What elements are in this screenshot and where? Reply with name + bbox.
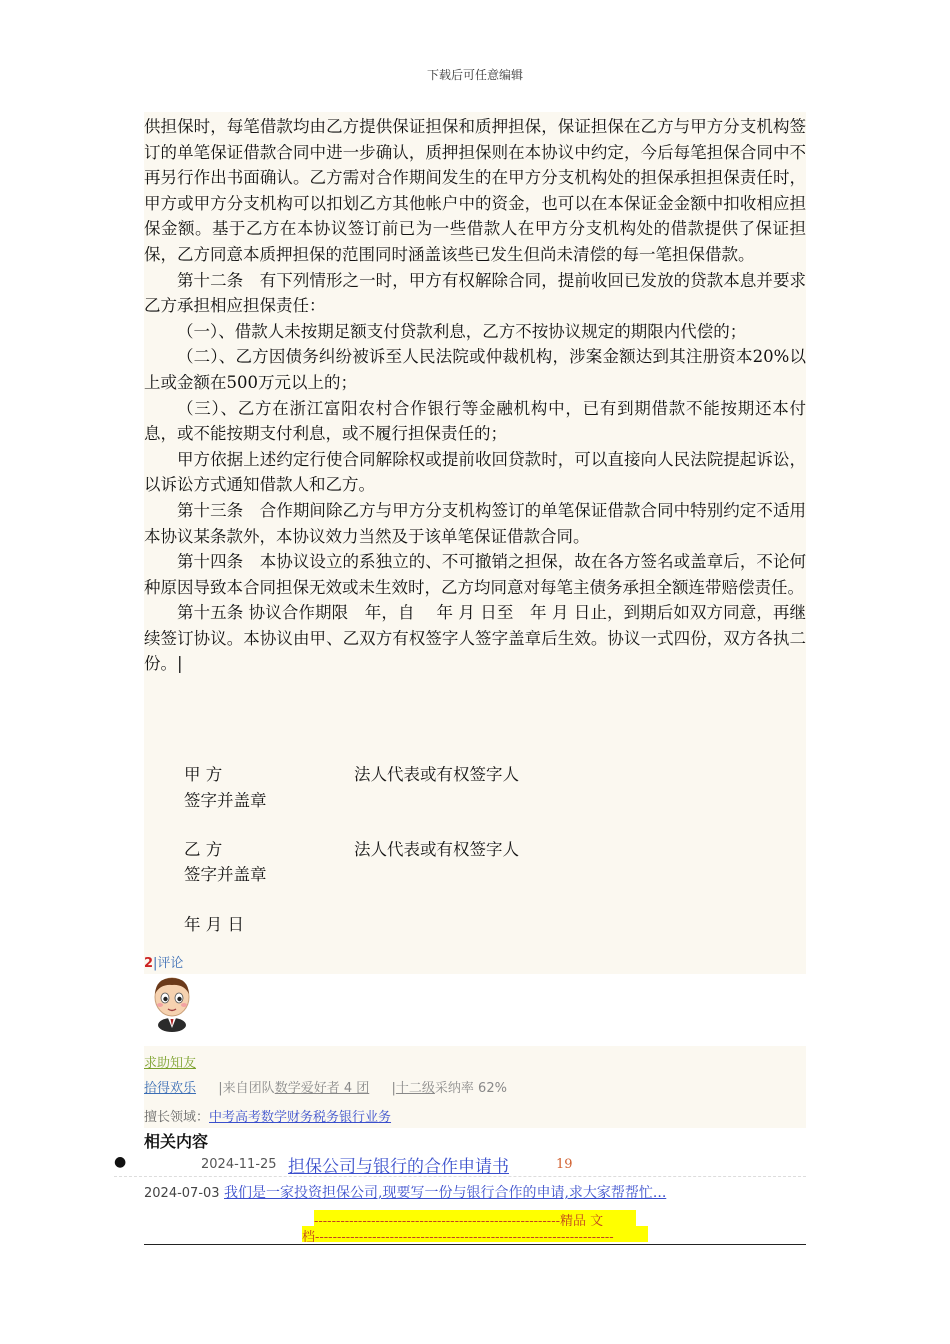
party-b-representative: 法人代表或有权签字人: [354, 840, 519, 859]
expertise-link[interactable]: 中考高考数学财务税务银行业务: [209, 1110, 392, 1125]
comment-link[interactable]: [144, 952, 183, 971]
party-a-label: 甲 方: [184, 765, 223, 784]
related-link[interactable]: 我们是一家投资担保公司,现要写一份与银行合作的申请,求大家帮帮忙...: [224, 1185, 667, 1201]
signature-party-a: [184, 762, 519, 787]
team-link[interactable]: 数学爱好者 4 团: [274, 1081, 370, 1096]
page-header: 下载后可任意编辑: [426, 68, 523, 82]
paragraph: 供担保时，每笔借款均由乙方提供保证担保和质押担保，保证担保在乙方与甲方分支机构签订的单笔保证借款合同中进一步确认，质押担保则在本协议中约定，今后每笔担保合同中不再另行作出书面确认。乙方需对合作期间发生的在甲方分支机构处的担保承担担保责任时，甲方或甲方分支机构可以扣划乙方其他帐户中的资金，也可以在本保证金金额中扣收相应担保金额。基于乙方在本协议签订前已为一些借款人在甲方分支机构处的借款提供了保证担保，乙方同意本质押担保的范围同时涵盖该些已发生但尚未清偿的每一笔担保借款。: [144, 117, 806, 264]
party-a-seal: 签字并盖章: [184, 791, 267, 810]
team-prefix: |来自团队: [218, 1081, 275, 1096]
comment-label[interactable]: |评论: [153, 956, 184, 971]
paragraph: 甲方依据上述约定行使合同解除权或提前收回贷款时，可以直接向人民法院提起诉讼，以诉讼方式通知借款人和乙方。: [144, 449, 806, 495]
comment-count: 2: [144, 956, 154, 971]
related-link[interactable]: 担保公司与银行的合作申请书: [288, 1157, 509, 1177]
footer-banner-line-1: --------------------------------------------------------精品 文: [314, 1210, 636, 1226]
user-info-panel: [144, 1046, 806, 1128]
document-body: [144, 114, 806, 677]
related-date: 2024-07-03: [144, 1186, 220, 1201]
expertise-label: 擅长领域：: [144, 1110, 210, 1125]
related-item: [144, 1182, 666, 1202]
bullet-icon: ●: [114, 1154, 127, 1170]
party-b-seal: 签字并盖章: [184, 865, 267, 884]
divider: [114, 1176, 806, 1177]
avatar[interactable]: [146, 974, 198, 1032]
bottom-rule: [144, 1244, 806, 1245]
paragraph: 第十五条 协议合作期限 年，自 年 月 日至 年 月 日止，到期后如双方同意，再继续签订协议。本协议由甲、乙双方有权签字人签字盖章后生效。协议一式四份，双方各执二份。|: [144, 603, 806, 674]
related-count: 19: [556, 1157, 573, 1172]
signature-date: 年 月 日: [184, 915, 244, 934]
user-name-link[interactable]: 拾得欢乐: [144, 1081, 197, 1096]
paragraph: （三）、乙方在浙江富阳农村合作银行等金融机构中，已有到期借款不能按期还本付息，或不能按期支付利息，或不履行担保责任的；: [144, 398, 806, 444]
footer-banner-line-2: 档--------------------------------------------------------------------: [302, 1226, 648, 1242]
user-level-link[interactable]: 十二级: [395, 1081, 435, 1096]
expertise-line: [144, 1106, 391, 1125]
related-title: 相关内容: [144, 1132, 209, 1151]
related-item: [114, 1152, 814, 1178]
paragraph: （一）、借款人未按期足额支付贷款利息，乙方不按协议规定的期限内代偿的；: [177, 321, 747, 341]
avatar-cartoon-icon: [146, 974, 198, 1032]
related-date: 2024-11-25: [201, 1157, 277, 1172]
paragraph: 第十四条 本协议设立的系独立的、不可撤销之担保，故在各方签名或盖章后，不论何种原因导致本合同担保无效或未生效时，乙方均同意对每笔主债务承担全额连带赔偿责任。: [144, 552, 806, 597]
user-line: [144, 1077, 507, 1096]
party-a-representative: 法人代表或有权签字人: [354, 765, 519, 784]
paragraph: 第十二条 有下列情形之一时，甲方有权解除合同，提前收回已发放的贷款本息并要求乙方承担相应担保责任：: [144, 270, 806, 316]
help-friend-link[interactable]: 求助知友: [144, 1056, 197, 1071]
signature-party-b: [184, 837, 519, 862]
paragraph: （二）、乙方因债务纠纷被诉至人民法院或仲裁机构，涉案金额达到其注册资本20%以上或金额在500万元以上的；: [144, 347, 806, 392]
paragraph: 第十三条 合作期间除乙方与甲方分支机构签订的单笔保证借款合同中特别约定不适用本协议某条款外，本协议效力当然及于该单笔保证借款合同。: [144, 500, 806, 546]
party-b-label: 乙 方: [184, 840, 223, 859]
level-prefix: |: [391, 1081, 396, 1096]
acceptance-rate: 采纳率 62%: [434, 1081, 507, 1096]
